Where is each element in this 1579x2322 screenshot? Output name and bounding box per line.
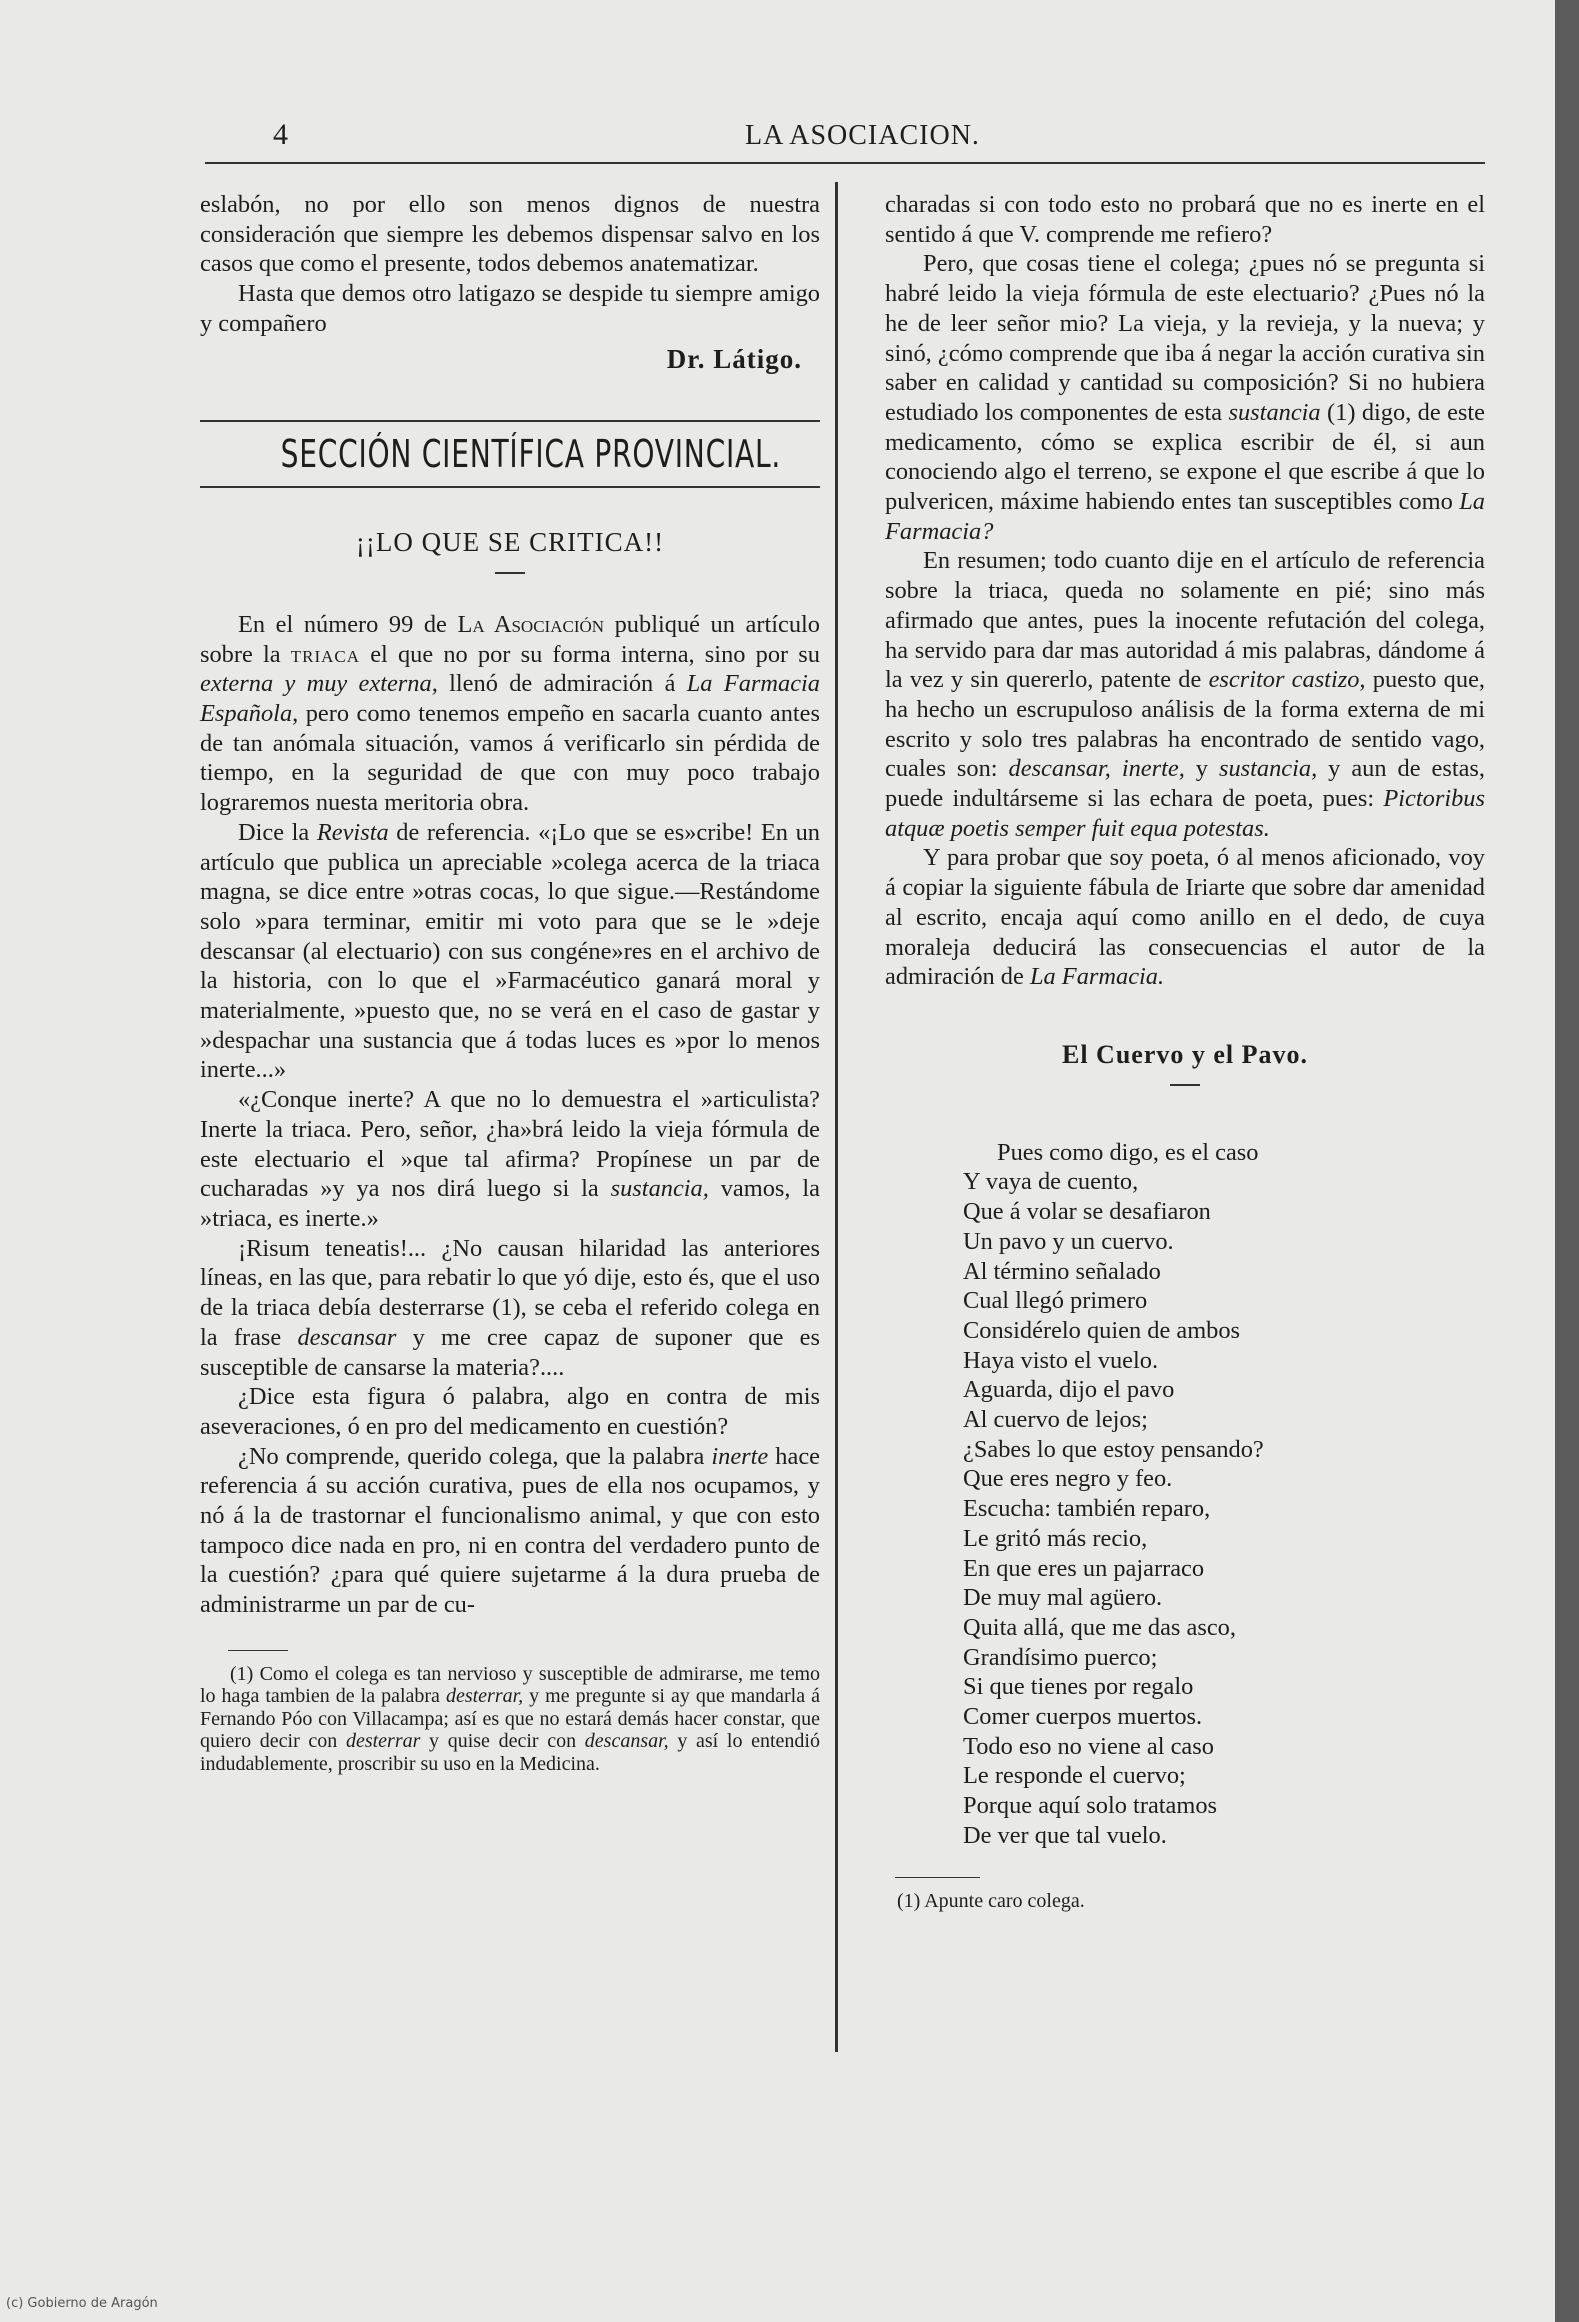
page-number: 4 (273, 118, 288, 151)
poem-line: Que eres negro y feo. (963, 1465, 1173, 1493)
paragraph: En el número 99 de La Asociación publiqué un artículo sobre la triaca el que no por su forma interna, sino por su externa y muy externa, llenó de admiración á La Farmacia Española, pero como tenemos empeño en sacarla cuanto antes de tan anómala situación, vamos á verificarlo sin pérdida de tiempo, en la seguridad de que con muy poco trabajo lograremos nuesta meritoria obra. (200, 610, 820, 817)
poem-line: En que eres un pajarraco (963, 1554, 1205, 1582)
section-rule-bottom (200, 486, 820, 488)
publication-title: LA ASOCIACION. (745, 120, 980, 151)
poem-line: ¿Sabes lo que estoy pensando? (963, 1435, 1264, 1463)
poem-line: Haya visto el vuelo. (963, 1346, 1159, 1374)
paragraph: En resumen; todo cuanto dije en el artículo de referencia sobre la triaca, queda no solamente en pié; sino más afirmado que antes, pues la inocente refutación del colega, ha servido para dar mas autoridad á mis palabras, dándome á la vez y sin quererlo, patente de escritor castizo, puesto que, ha hecho un escrupuloso análisis de la forma externa de mi escrito y solo tres palabras ha encontrado de sentido vago, cuales son: descansar, inerte, y sustancia, y aun de estas, puede indultárseme si las echara de poeta, pues: Pictoribus atquæ poetis semper fuit equa potestas. (885, 547, 1486, 842)
copyright-credit: (c) Gobierno de Aragón (6, 2296, 158, 2311)
paragraph: ¿No comprende, querido colega, que la palabra inerte hace referencia á su acción curativa, pues de ella nos ocupamos, y nó á la de trastornar el funcionalismo animal, y que con esto tampoco dice nada en pro, ni en contra del verdadero punto de la cuestión? ¿para qué quiere sujetarme á la dura prueba de administrarme un par de cu- (200, 1442, 820, 1619)
poem-line: Aguarda, dijo el pavo (963, 1376, 1175, 1404)
article-title: ¡¡LO QUE SE CRITICA!! (355, 527, 665, 558)
paragraph: Pero, que cosas tiene el colega; ¿pues nó se pregunta si habré leido la vieja fórmula de este electuario? ¿Pues nó la he de leer señor mio? La vieja, y la revieja, y la nueva; y sinó, ¿cómo comprende que iba á negar la acción curativa sin saber en calidad y cantidad su composición? Si no hubiera estudiado los componentes de esta sustancia (1) digo, de este medicamento, cómo se explica escribir de él, si aun conociendo algo el terreno, se expone el que escribe á que lo pulvericen, máxime habiendo entes tan susceptibles como La Farmacia? (885, 250, 1485, 545)
left-column (200, 190, 820, 1775)
paragraph: Y para probar que soy poeta, ó al menos aficionado, voy á copiar la siguiente fábula de Iriarte que sobre dar amenidad al escrito, encaja aquí como anillo en el dedo, de cuya moraleja deducirá las consecuencias el autor de la admiración de La Farmacia. (885, 844, 1485, 991)
footnote: (1) Apunte caro colega. (897, 1889, 1085, 1912)
poem-line: Cual llegó primero (963, 1287, 1148, 1315)
poem-line: Al cuervo de lejos; (963, 1406, 1148, 1434)
paragraph: Dice la Revista de referencia. «¡Lo que se es»cribe! En un artículo que publica un apreciable »colega acerca de la triaca magna, se dice entre »otras cocas, lo que sigue.—Restándome solo »para terminar, emitir mi voto para que se le »deje descansar (al electuario) con sus congéne»res en el archivo de la historia, con lo que el »Farmacéutico ganará moral y materialmente, »puesto que, no se verá en el caso de gastar y »despachar una sustancia que á todas luces es »por lo menos inerte...» (200, 818, 820, 1084)
paragraph: Hasta que demos otro latigazo se despide tu siempre amigo y compañero (200, 280, 820, 337)
poem-line: Pues como digo, es el caso (997, 1138, 1259, 1166)
poem-line: Porque aquí solo tratamos (963, 1792, 1218, 1820)
poem-line: Comer cuerpos muertos. (963, 1703, 1203, 1731)
poem-line: Considérelo quien de ambos (963, 1316, 1241, 1344)
poem-line: Si que tienes por regalo (963, 1673, 1194, 1701)
poem-line: Un pavo y un cuervo. (963, 1227, 1174, 1255)
right-column (885, 190, 1485, 1912)
footnote-rule (228, 1650, 288, 1651)
poem-line: De ver que tal vuelo. (963, 1821, 1167, 1849)
poem-line: De muy mal agüero. (963, 1584, 1163, 1612)
footnote: (1) Como el colega es tan nervioso y susceptible de admirarse, me temo lo haga tambien de la palabra desterrar, y me pregunte si ay que mandarla á Fernando Póo con Villacampa; así es que no estará demás hacer constar, que quiero decir con desterrar y quise decir con descansar, y así lo entendió indudablemente, proscribir su uso en la Medicina. (200, 1662, 820, 1775)
page-edge (1555, 0, 1579, 2322)
poem-line: Quita allá, que me das asco, (963, 1613, 1236, 1641)
paragraph: ¡Risum teneatis!... ¿No causan hilaridad las anteriores líneas, en las que, para rebatir lo que yó dije, esto és, que el uso de la triaca debía desterrarse (1), se ceba el referido colega en la frase descansar y me cree capaz de suponer que es susceptible de cansarse la materia?.... (200, 1234, 820, 1381)
poem-title: El Cuervo y el Pavo. (1061, 1039, 1309, 1069)
paragraph: «¿Conque inerte? A que no lo demuestra el »articulista? Inerte la triaca. Pero, señor, ¿ha»brá leido la vieja fórmula de este electuario el »que tal afirma? Propínese un par de cucharadas »y ya nos dirá luego si la sustancia, vamos, la »triaca, es inerte.» (200, 1086, 820, 1232)
signature: Dr. Látigo. (666, 343, 802, 374)
poem-title-dash (1170, 1084, 1200, 1086)
poem-line: Que á volar se desafiaron (963, 1198, 1211, 1226)
header-rule (205, 162, 1485, 164)
paragraph: ¿Dice esta figura ó palabra, algo en contra de mis aseveraciones, ó en pro del medicamento en cuestión? (200, 1383, 820, 1440)
poem-line: Y vaya de cuento, (963, 1168, 1139, 1196)
poem (963, 1138, 1485, 1851)
section-header (200, 420, 820, 488)
section-title: SECCIÓN CIENTÍFICA PROVINCIAL. (280, 432, 782, 477)
page-header (205, 118, 1485, 168)
paragraph: charadas si con todo esto no probará que no es inerte en el sentido á que V. comprende me refiero? (885, 191, 1485, 248)
paragraph: eslabón, no por ello son menos dignos de nuestra consideración que siempre les debemos dispensar salvo en los casos que como el presente, todos debemos anatematizar. (200, 191, 820, 278)
column-divider (835, 182, 838, 2052)
title-dash (495, 572, 525, 574)
poem-line: Le responde el cuervo; (963, 1762, 1186, 1790)
poem-line: Todo eso no viene al caso (963, 1732, 1214, 1760)
poem-line: Al término señalado (963, 1257, 1161, 1285)
footnote-rule (895, 1877, 980, 1878)
poem-line: Grandísimo puerco; (963, 1643, 1158, 1671)
poem-line: Le gritó más recio, (963, 1524, 1148, 1552)
poem-line: Escucha: también reparo, (963, 1495, 1211, 1523)
